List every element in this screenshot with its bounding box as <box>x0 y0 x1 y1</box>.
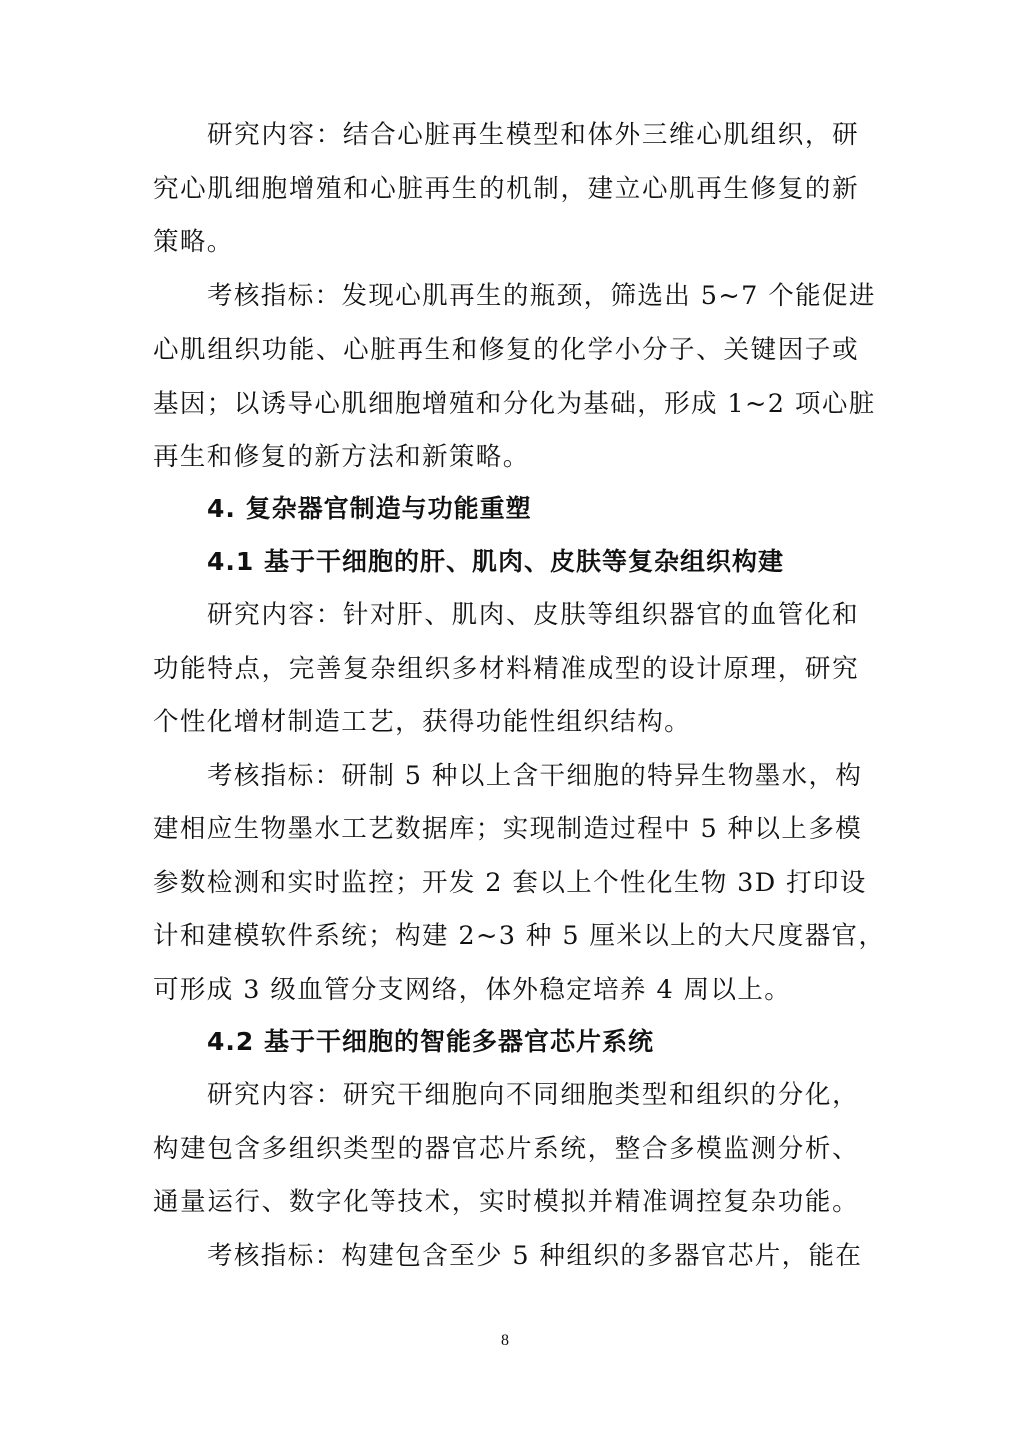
text-line: 建相应生物墨水工艺数据库；实现制造过程中 5 种以上多模 <box>153 814 863 844</box>
text-line: 研究内容：针对肝、肌肉、皮肤等组织器官的血管化和 <box>207 600 859 630</box>
text-line: 可形成 3 级血管分支网络，体外稳定培养 4 周以上。 <box>153 975 792 1005</box>
text-line: 研究内容：结合心脏再生模型和体外三维心肌组织，研 <box>207 120 859 150</box>
text-line: 研究内容：研究干细胞向不同细胞类型和组织的分化， <box>207 1080 859 1110</box>
text-line: 基因；以诱导心肌细胞增殖和分化为基础，形成 1~2 项心脏 <box>153 389 876 419</box>
text-line: 构建包含多组织类型的器官芯片系统，整合多模监测分析、 <box>153 1134 859 1164</box>
text-line: 考核指标：研制 5 种以上含干细胞的特异生物墨水，构 <box>207 761 863 791</box>
text-line: 考核指标：发现心肌再生的瓶颈，筛选出 5~7 个能促进 <box>207 281 876 311</box>
text-line: 究心肌细胞增殖和心脏再生的机制，建立心肌再生修复的新 <box>153 174 859 204</box>
text-line: 考核指标：构建包含至少 5 种组织的多器官芯片，能在 <box>207 1241 863 1271</box>
text-line: 策略。 <box>153 227 234 257</box>
section-heading-4-1: 4.1 基于干细胞的肝、肌肉、皮肤等复杂组织构建 <box>207 547 784 576</box>
section-heading-4-2: 4.2 基于干细胞的智能多器官芯片系统 <box>207 1027 654 1056</box>
section-heading-4: 4. 复杂器官制造与功能重塑 <box>207 494 532 523</box>
text-line: 参数检测和实时监控；开发 2 套以上个性化生物 3D 打印设 <box>153 868 867 898</box>
page-number: 8 <box>501 1332 509 1349</box>
text-line: 个性化增材制造工艺，获得功能性组织结构。 <box>153 707 692 737</box>
text-line: 计和建模软件系统；构建 2~3 种 5 厘米以上的大尺度器官， <box>153 921 886 951</box>
text-line: 通量运行、数字化等技术，实时模拟并精准调控复杂功能。 <box>153 1187 859 1217</box>
text-line: 功能特点，完善复杂组织多材料精准成型的设计原理，研究 <box>153 654 859 684</box>
text-line: 再生和修复的新方法和新策略。 <box>153 442 530 472</box>
text-line: 心肌组织功能、心脏再生和修复的化学小分子、关键因子或 <box>153 335 859 365</box>
